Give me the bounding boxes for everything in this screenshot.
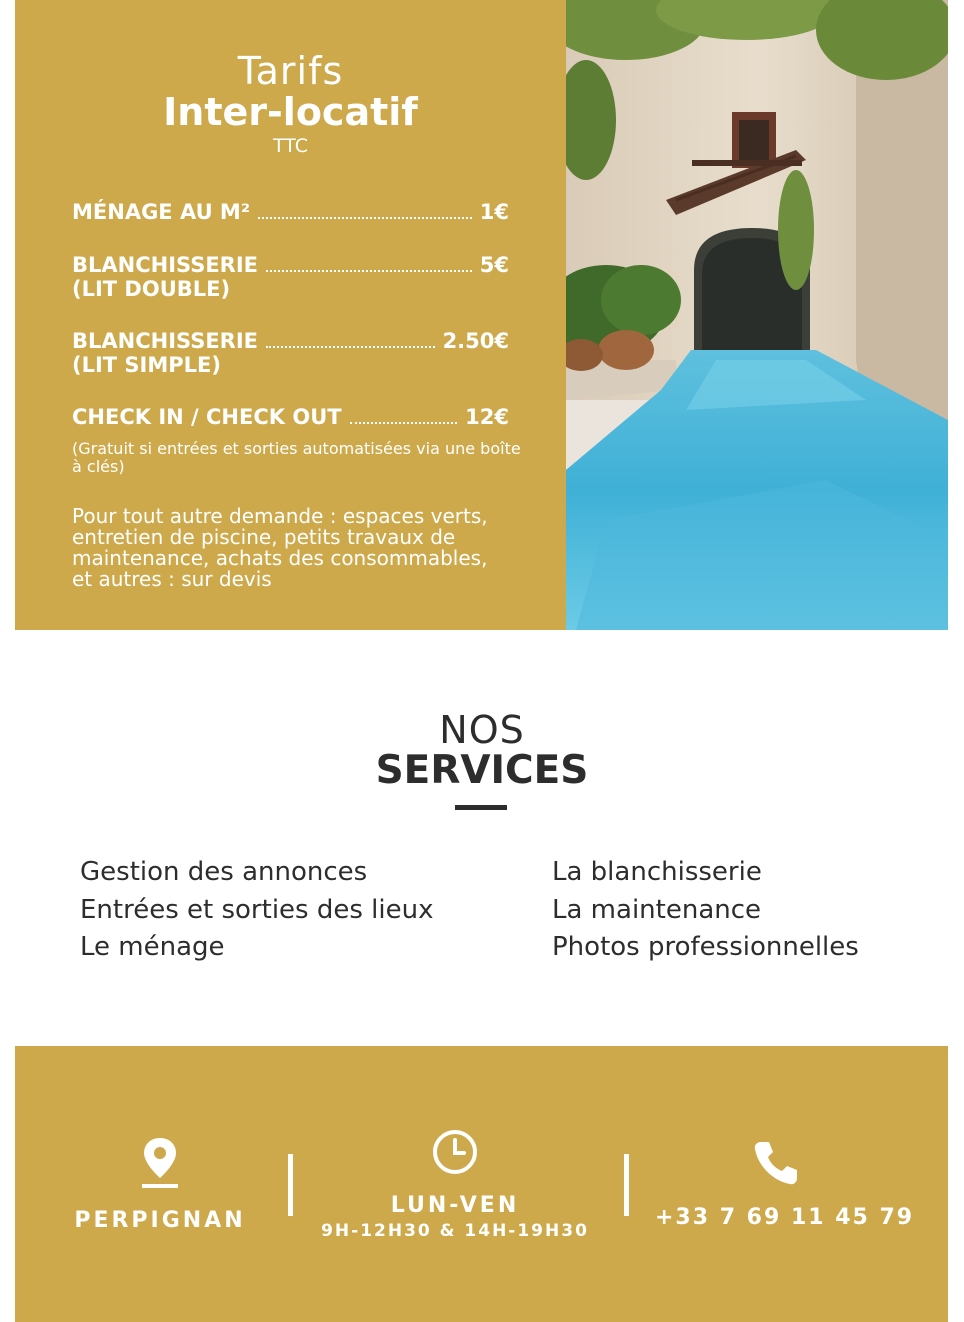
price-sub-label: (LIT DOUBLE) xyxy=(72,277,231,301)
price-label: BLANCHISSERIE xyxy=(72,329,258,353)
footer-phone[interactable]: +33 7 69 11 45 79 xyxy=(655,1205,915,1230)
service-item: Photos professionnelles xyxy=(552,932,859,962)
service-item: Gestion des annonces xyxy=(80,857,368,887)
clock-icon xyxy=(431,1128,479,1176)
pool-illustration xyxy=(566,0,948,630)
checkin-note: (Gratuit si entrées et sorties automatisées via une boîte à clés) xyxy=(72,439,521,476)
price-value: 12€ xyxy=(465,405,509,429)
price-row-menage xyxy=(72,200,509,224)
price-leader-dots xyxy=(266,270,472,272)
pricing-title-line1: Tarifs xyxy=(237,49,344,93)
service-item: La maintenance xyxy=(552,894,762,925)
location-pin-icon xyxy=(138,1134,182,1190)
services-title-line2: SERVICES xyxy=(375,748,589,793)
price-label: MÉNAGE AU M² xyxy=(72,200,251,224)
price-leader-dots xyxy=(258,217,472,219)
footer-hours: 9H-12H30 & 14H-19H30 xyxy=(321,1221,589,1241)
services-list-right xyxy=(552,854,859,967)
price-leader-dots xyxy=(266,346,435,348)
phone-icon xyxy=(751,1138,801,1188)
footer-divider xyxy=(288,1154,293,1216)
services-list-left xyxy=(80,854,433,967)
price-sub-label: (LIT SIMPLE) xyxy=(72,353,221,377)
service-item: Le ménage xyxy=(80,932,225,962)
price-value: 5€ xyxy=(479,253,509,277)
price-value: 2.50€ xyxy=(442,329,509,353)
pricing-panel xyxy=(15,0,566,630)
pool-courtyard-photo xyxy=(566,0,948,630)
footer-location: PERPIGNAN xyxy=(74,1208,246,1233)
other-requests-note: Pour tout autre demande : espaces verts, entretien de piscine, petits travaux de maintenance, achats des consommables, et autres : sur devis xyxy=(72,504,488,591)
footer-days: LUN-VEN xyxy=(390,1193,520,1218)
service-item: Entrées et sorties des lieux xyxy=(80,894,434,925)
price-label: BLANCHISSERIE xyxy=(72,253,258,277)
price-value: 1€ xyxy=(479,200,509,224)
price-label: CHECK IN / CHECK OUT xyxy=(72,405,342,429)
pricing-title xyxy=(15,50,566,158)
footer-divider xyxy=(624,1154,629,1216)
contact-footer xyxy=(15,1046,948,1322)
price-row-blanchisserie-simple xyxy=(72,329,509,377)
services-title-line1: NOS xyxy=(439,708,525,752)
pricing-title-line2: Inter-locatif xyxy=(163,90,418,134)
pricing-title-ttc: TTC xyxy=(272,135,309,157)
service-item: La blanchisserie xyxy=(552,857,762,887)
price-row-blanchisserie-double xyxy=(72,253,509,301)
price-row-checkin xyxy=(72,405,509,429)
services-underline xyxy=(455,805,507,810)
price-leader-dots xyxy=(350,422,458,424)
